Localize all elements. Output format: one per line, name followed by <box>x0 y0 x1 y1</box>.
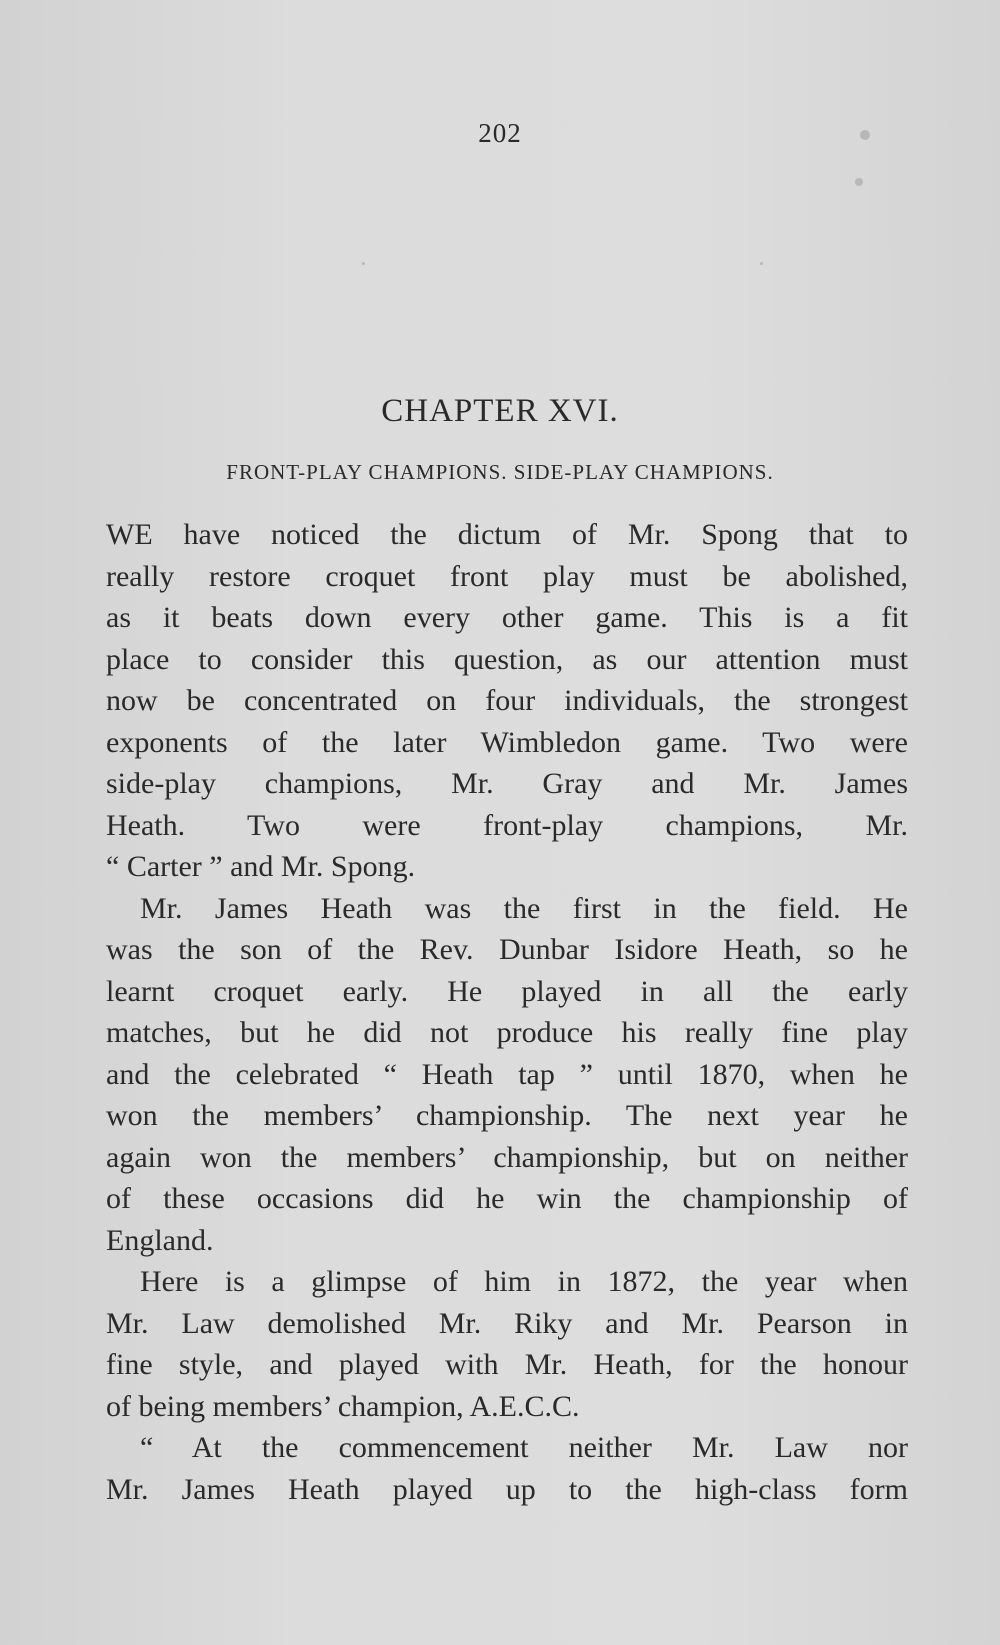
text-line: and the celebrated “ Heath tap ” until 1870, when he <box>106 1057 908 1091</box>
text-line: learnt croquet early. He played in all the early <box>106 974 908 1008</box>
text-line: place to consider this question, as our attention must <box>106 642 908 676</box>
text-line: Mr. James Heath was the first in the field. He <box>140 891 908 925</box>
text-line: England. <box>106 1223 214 1257</box>
text-line: really restore croquet front play must be abolished, <box>106 559 908 593</box>
text-line: was the son of the Rev. Dunbar Isidore Heath, so he <box>106 933 908 966</box>
paper-fleck <box>855 178 863 186</box>
text-line: of being members’ champion, A.E.C.C. <box>106 1389 580 1423</box>
paper-fleck <box>362 262 365 265</box>
text-line: Mr. James Heath played up to the high-class form <box>106 1472 908 1506</box>
chapter-title: CHAPTER XVI. <box>381 393 619 429</box>
body-text <box>106 514 908 1510</box>
text-line: exponents of the later Wimbledon game. Two were <box>106 725 908 759</box>
text-line: Heath. Two were front-play champions, Mr. <box>106 808 908 842</box>
text-line: as it beats down every other game. This is a fit <box>106 601 908 634</box>
text-line: fine style, and played with Mr. Heath, for the honour <box>106 1348 908 1381</box>
text-line: WE have noticed the dictum of Mr. Spong that to <box>106 518 908 551</box>
text-line: side-play champions, Mr. Gray and Mr. James <box>106 767 908 800</box>
text-line: “ At the commencement neither Mr. Law nor <box>140 1431 908 1464</box>
text-line: of these occasions did he win the championship of <box>106 1182 908 1215</box>
text-line: won the members’ championship. The next year he <box>106 1099 908 1132</box>
text-line: “ Carter ” and Mr. Spong. <box>106 850 416 883</box>
page-number: 202 <box>478 118 522 148</box>
text-line: again won the members’ championship, but on neither <box>106 1140 908 1174</box>
text-line: Here is a glimpse of him in 1872, the year when <box>140 1265 908 1298</box>
text-line: Mr. Law demolished Mr. Riky and Mr. Pearson in <box>106 1306 908 1340</box>
text-line: now be concentrated on four individuals, the strongest <box>106 684 908 717</box>
paper-fleck <box>860 130 870 140</box>
chapter-subtitle: FRONT-PLAY CHAMPIONS. SIDE-PLAY CHAMPIONS. <box>226 460 774 484</box>
paper-fleck <box>760 262 763 265</box>
text-line: matches, but he did not produce his really fine play <box>106 1016 908 1049</box>
